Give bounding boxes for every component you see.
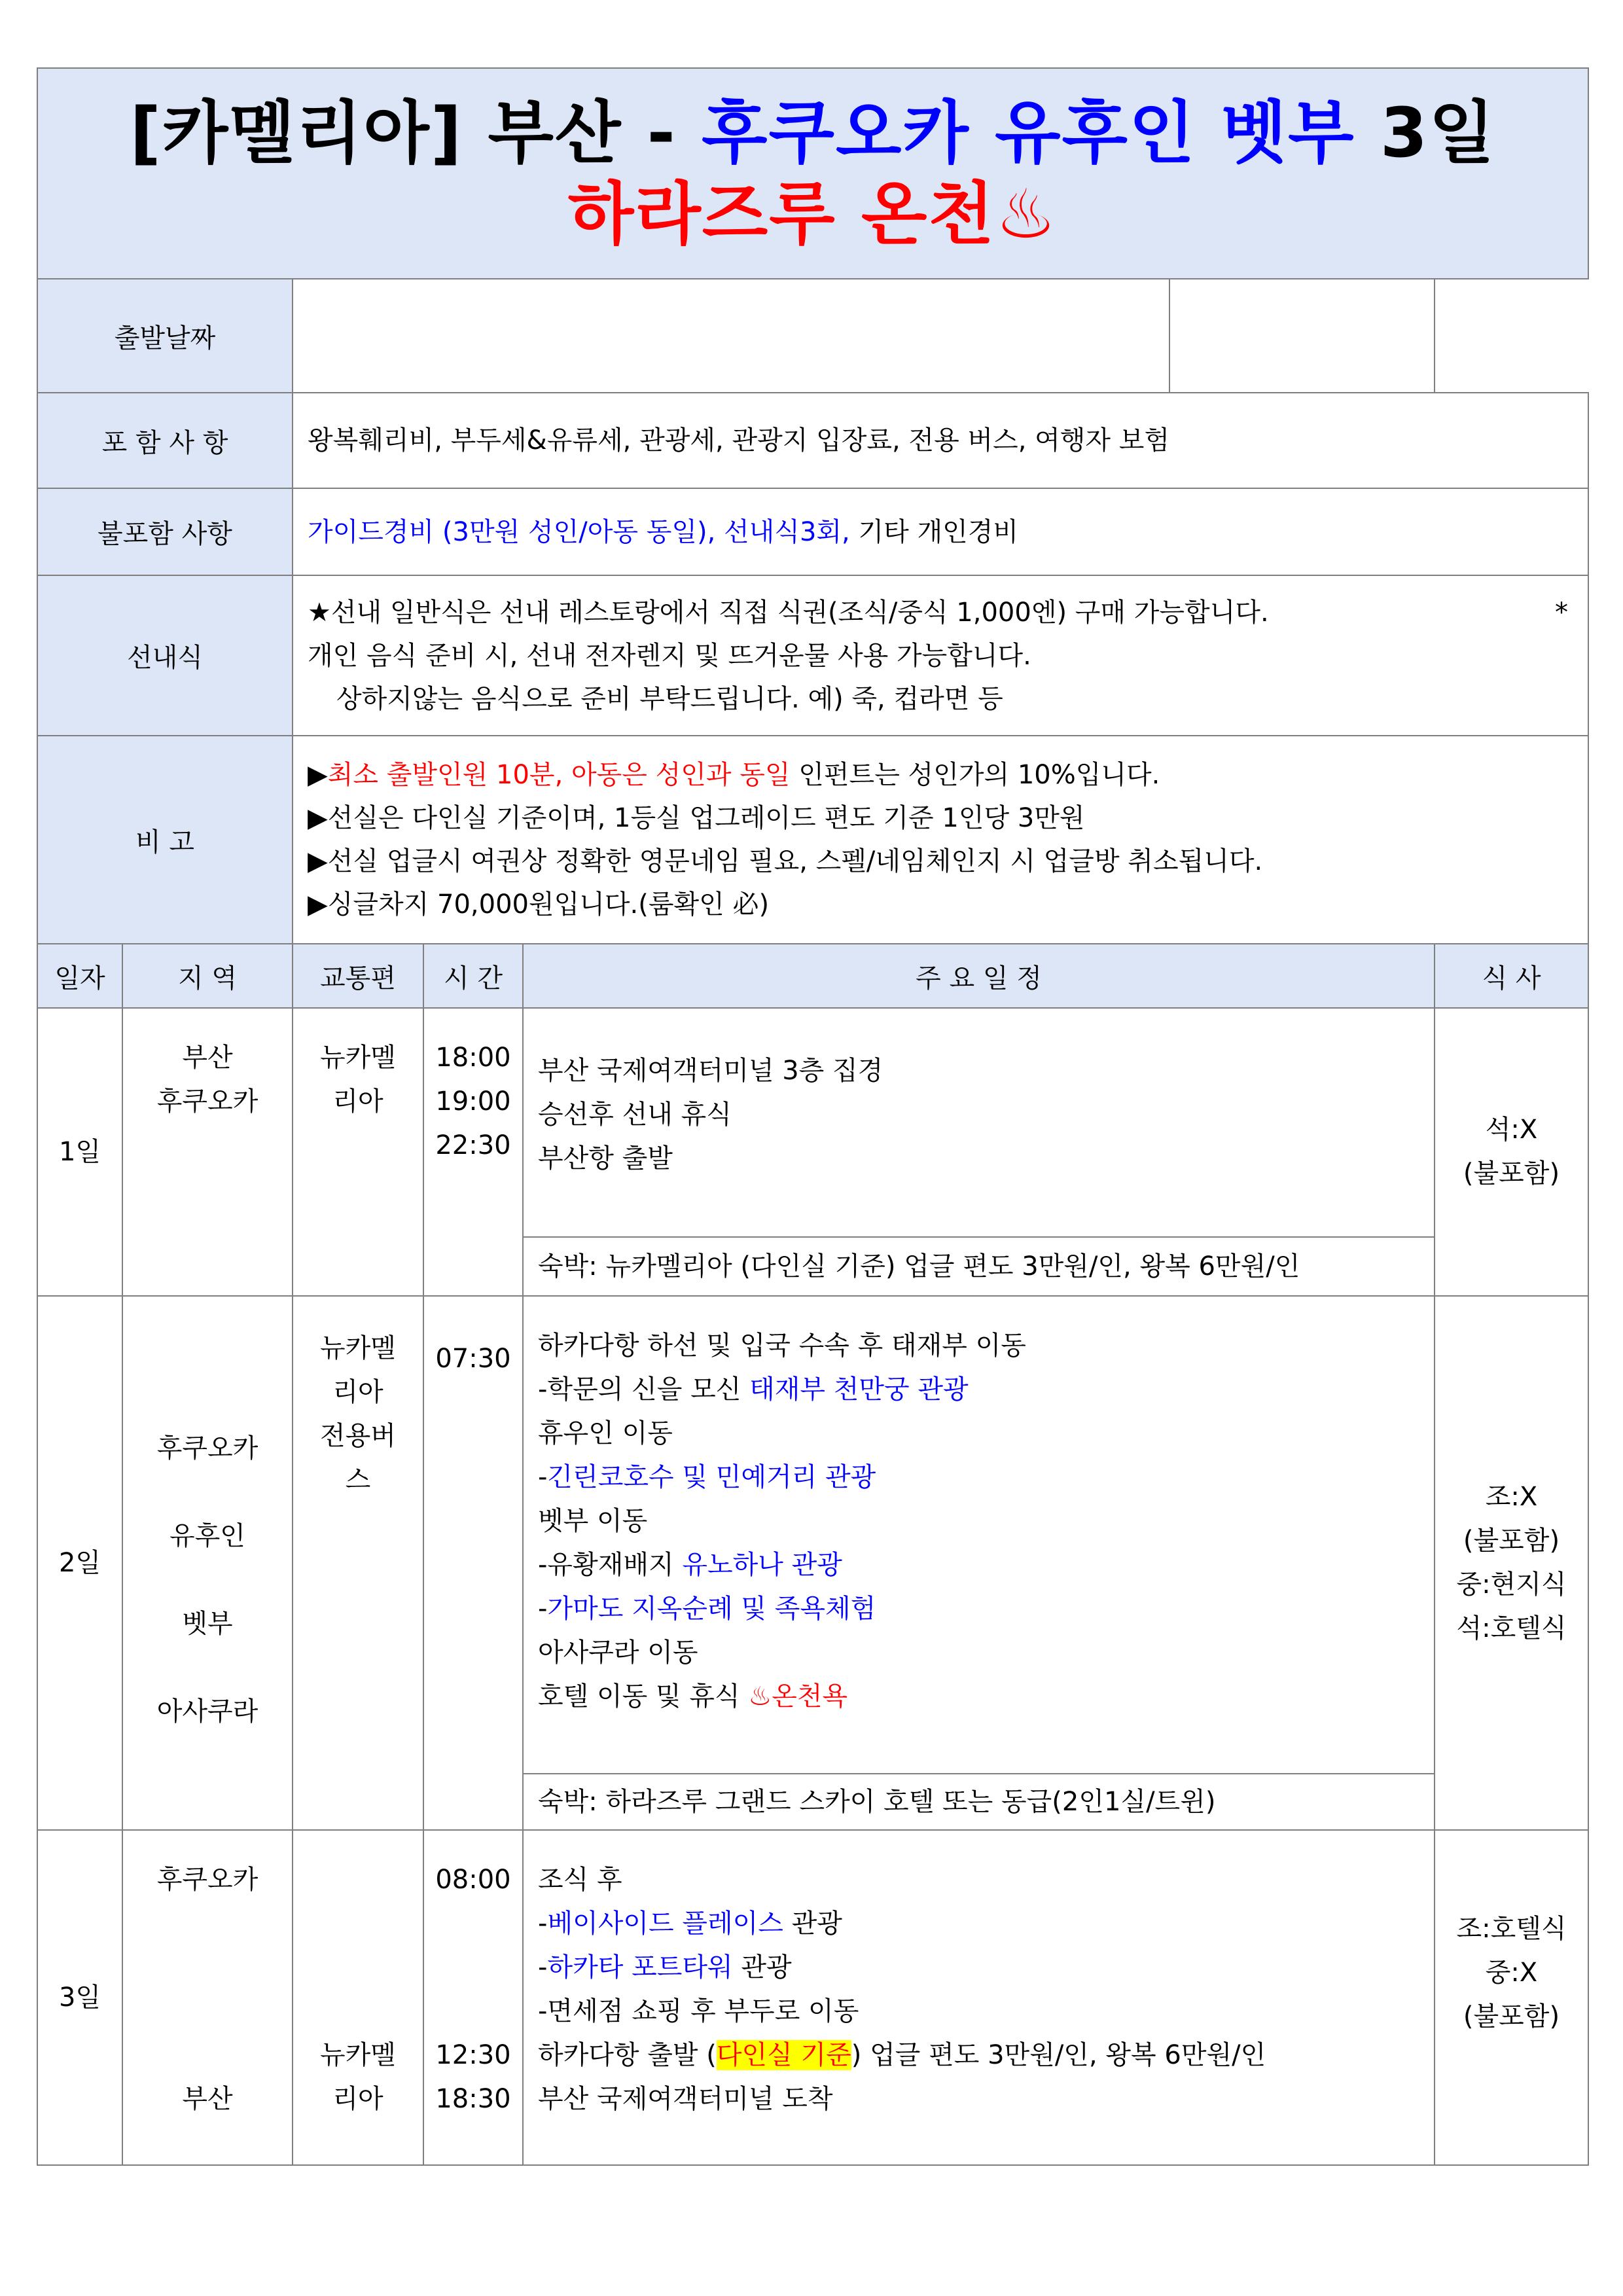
day2-item-9-text: 호텔 이동 및 휴식 xyxy=(538,1681,749,1712)
day3-region-1: 후쿠오카 xyxy=(156,1865,259,1895)
day2-item-4 xyxy=(538,1456,1419,1499)
day2-lodging: 숙박: 하라즈루 그랜드 스카이 호텔 또는 동급(2인1실/트윈) xyxy=(523,1774,1435,1830)
day3-time-2: 12:30 xyxy=(435,2040,511,2070)
day3-time-1: 08:00 xyxy=(435,1865,511,1895)
itinerary-sheet xyxy=(37,67,1588,2166)
day2-item-1: 하카다항 하선 및 입국 수속 후 태재부 이동 xyxy=(538,1331,1026,1361)
notes-line-2: ▶선실은 다인실 기준이며, 1등실 업그레이드 편도 기준 1인당 3만원 xyxy=(308,803,1085,833)
day1-transport xyxy=(293,1008,423,1296)
excluded-blue-text: 가이드경비 (3만원 성인/아동 동일), 선내식3회, xyxy=(308,516,850,547)
day2-item-6-text: -유황재배지 xyxy=(538,1550,683,1580)
day2-transport-4: 스 xyxy=(345,1465,371,1495)
day2-transport-3: 전용버 xyxy=(320,1421,396,1451)
day3-meal-3: (불포함) xyxy=(1463,2001,1560,2032)
day3-item-2-highlight: 베이사이드 플레이스 xyxy=(547,1909,783,1939)
day2-item-2-highlight: 태재부 천만궁 관광 xyxy=(749,1374,969,1405)
column-day: 일자 xyxy=(37,944,122,1008)
day1-transport-2: 리아 xyxy=(332,1086,383,1117)
day3-label: 3일 xyxy=(37,1830,122,2165)
day2-item-7 xyxy=(538,1587,1419,1631)
day1-time-3: 22:30 xyxy=(435,1130,511,1160)
day3-transport-2: 리아 xyxy=(332,2084,383,2114)
day2-region-1: 후쿠오카 xyxy=(156,1433,259,1463)
day2-item-6 xyxy=(538,1543,1419,1587)
day3-item-3-highlight: 하카타 포트타워 xyxy=(547,1952,733,1982)
meal-info-value xyxy=(293,575,1588,736)
day3-meal-1: 조:호텔식 xyxy=(1456,1914,1567,1944)
day3-item-3-rest: 관광 xyxy=(732,1952,792,1982)
notes-line-3: ▶선실 업글시 여권상 정확한 영문네임 필요, 스펠/네임체인지 시 업글방 취소됩니다. xyxy=(308,846,1263,876)
day1-schedule xyxy=(523,1008,1435,1237)
day1-meal-2: (불포함) xyxy=(1463,1158,1560,1189)
meal-info-line-2: 개인 음식 준비 시, 선내 전자렌지 및 뜨거운물 사용 가능합니다. xyxy=(308,640,1031,671)
day3-item-5-pre: 하카다항 출발 ( xyxy=(538,2040,717,2070)
day1-region xyxy=(122,1008,293,1296)
meal-info-star: * xyxy=(1555,597,1568,628)
day1-item-2: 승선후 선내 휴식 xyxy=(538,1100,732,1130)
title-line-2: 하라즈루 온천♨ xyxy=(567,174,1058,254)
day2-regions xyxy=(122,1296,293,1830)
day2-meal-3: 중:현지식 xyxy=(1456,1570,1567,1600)
excluded-label: 불포함 사항 xyxy=(37,488,293,575)
day2-schedule xyxy=(523,1296,1435,1774)
departure-extra-value xyxy=(1169,279,1434,392)
day3-schedule xyxy=(523,1830,1435,2165)
day1-meals xyxy=(1435,1008,1588,1296)
day2-transport-2: 리아 xyxy=(332,1377,383,1407)
day2-transport xyxy=(293,1296,423,1830)
day3-item-3 xyxy=(538,1946,1419,1990)
notes-value xyxy=(293,736,1588,944)
notes-line-4: ▶싱글차지 70,000원입니다.(룸확인 必) xyxy=(308,889,770,920)
notes-line-1-rest: 인펀트는 성인가의 10%입니다. xyxy=(790,760,1160,790)
notes-line-1-bullet: ▶ xyxy=(308,760,328,790)
column-time: 시 간 xyxy=(423,944,523,1008)
day2-item-7-text: - xyxy=(538,1594,548,1624)
day2-item-9-hotspring: ♨온천욕 xyxy=(748,1681,848,1712)
day3-transport xyxy=(293,1830,423,2165)
excluded-black-text: 기타 개인경비 xyxy=(849,516,1019,547)
day1-region-2: 후쿠오카 xyxy=(156,1086,259,1117)
title-banner xyxy=(37,68,1588,279)
day2-item-5: 벳부 이동 xyxy=(538,1506,648,1536)
day1-item-1: 부산 국제여객터미널 3층 집경 xyxy=(538,1056,883,1086)
included-value: 왕복훼리비, 부두세&유류세, 관광세, 관광지 입장료, 전용 버스, 여행자 보험 xyxy=(293,393,1588,488)
day3-time-3: 18:30 xyxy=(435,2084,511,2114)
title-route-start: 부산 - xyxy=(488,93,677,173)
title-bracket: [카멜리아] xyxy=(130,93,463,173)
day2-item-7-highlight: 가마도 지옥순례 및 족욕체험 xyxy=(547,1594,876,1624)
day1-transport-1: 뉴카멜 xyxy=(320,1043,396,1073)
day1-region-1: 부산 xyxy=(182,1043,233,1073)
day3-item-2-text: - xyxy=(538,1909,548,1939)
title-days: 3일 xyxy=(1380,93,1496,173)
departure-label: 출발날짜 xyxy=(37,279,293,393)
column-meal: 식 사 xyxy=(1435,944,1588,1008)
day3-item-2 xyxy=(538,1902,1419,1946)
day2-meals xyxy=(1435,1296,1588,1830)
day2-meal-2: (불포함) xyxy=(1463,1526,1560,1556)
day2-item-4-text: - xyxy=(538,1462,548,1492)
day2-region-4: 아사쿠라 xyxy=(156,1696,259,1727)
day3-item-6: 부산 국제여객터미널 도착 xyxy=(538,2084,833,2114)
day2-item-2-text: -학문의 신을 모신 xyxy=(538,1374,750,1405)
notes-line-1-red: 최소 출발인원 10분, 아동은 성인과 동일 xyxy=(327,760,791,790)
day3-item-5 xyxy=(538,2034,1419,2077)
day2-item-8: 아사쿠라 이동 xyxy=(538,1638,698,1668)
day2-item-2 xyxy=(538,1368,1419,1412)
day2-region-2: 유후인 xyxy=(169,1521,245,1551)
day3-item-1: 조식 후 xyxy=(538,1865,622,1895)
meal-info-line-3: 상하지않는 음식으로 준비 부탁드립니다. 예) 죽, 컵라면 등 xyxy=(336,683,1003,714)
day3-item-5-highlight: 다인실 기준 xyxy=(716,2040,851,2070)
day2-item-3: 휴우인 이동 xyxy=(538,1418,673,1448)
excluded-value xyxy=(293,488,1588,575)
itinerary-table xyxy=(37,67,1589,2166)
day3-regions xyxy=(122,1830,293,2165)
day2-label: 2일 xyxy=(37,1296,122,1830)
notes-line-1 xyxy=(308,753,1588,797)
day2-item-6-highlight: 유노하나 관광 xyxy=(682,1550,842,1580)
included-label: 포 함 사 항 xyxy=(37,393,293,488)
day3-item-2-rest: 관광 xyxy=(783,1909,842,1939)
day3-meals xyxy=(1435,1830,1588,2165)
day2-time: 07:30 xyxy=(423,1296,523,1830)
day1-item-3: 부산항 출발 xyxy=(538,1143,673,1174)
departure-date-value xyxy=(293,279,1169,392)
day3-item-5-post: ) 업글 편도 3만원/인, 왕복 6만원/인 xyxy=(851,2040,1266,2070)
notes-label: 비 고 xyxy=(37,736,293,944)
column-region: 지 역 xyxy=(122,944,293,1008)
day1-lodging: 숙박: 뉴카멜리아 (다인실 기준) 업글 편도 3만원/인, 왕복 6만원/인 xyxy=(523,1237,1435,1296)
day1-time-1: 18:00 xyxy=(435,1043,511,1073)
day3-meal-2: 중:X xyxy=(1485,1958,1538,1988)
day3-times xyxy=(423,1830,523,2165)
title-route-destinations: 후쿠오카 유후인 벳부 xyxy=(702,93,1355,173)
departure-value xyxy=(293,279,1435,393)
day3-region-2: 부산 xyxy=(182,2084,233,2114)
day1-time-2: 19:00 xyxy=(435,1086,511,1117)
meal-info-label: 선내식 xyxy=(37,575,293,736)
day2-item-4-highlight: 긴린코호수 및 민예거리 관광 xyxy=(547,1462,876,1492)
day3-item-4: -면세점 쇼핑 후 부두로 이동 xyxy=(538,1996,859,2026)
meal-info-line-1-text: ★선내 일반식은 선내 레스토랑에서 직접 식권(조식/중식 1,000엔) 구매 가능합니다. xyxy=(308,597,1269,628)
day2-meal-4: 석:호텔식 xyxy=(1456,1613,1567,1643)
day2-item-9 xyxy=(538,1675,1419,1719)
day1-times xyxy=(423,1008,523,1296)
day1-label: 1일 xyxy=(37,1008,122,1296)
meal-info-line-1 xyxy=(308,591,1588,634)
column-transport: 교통편 xyxy=(293,944,423,1008)
column-schedule: 주 요 일 정 xyxy=(523,944,1435,1008)
day1-meal-1: 석:X xyxy=(1485,1115,1538,1145)
day2-meal-1: 조:X xyxy=(1485,1482,1538,1512)
title-line-1 xyxy=(38,92,1588,173)
day2-transport-1: 뉴카멜 xyxy=(320,1333,396,1363)
day2-region-3: 벳부 xyxy=(182,1609,233,1639)
day3-item-3-text: - xyxy=(538,1952,548,1982)
day3-transport-1: 뉴카멜 xyxy=(320,2040,396,2070)
